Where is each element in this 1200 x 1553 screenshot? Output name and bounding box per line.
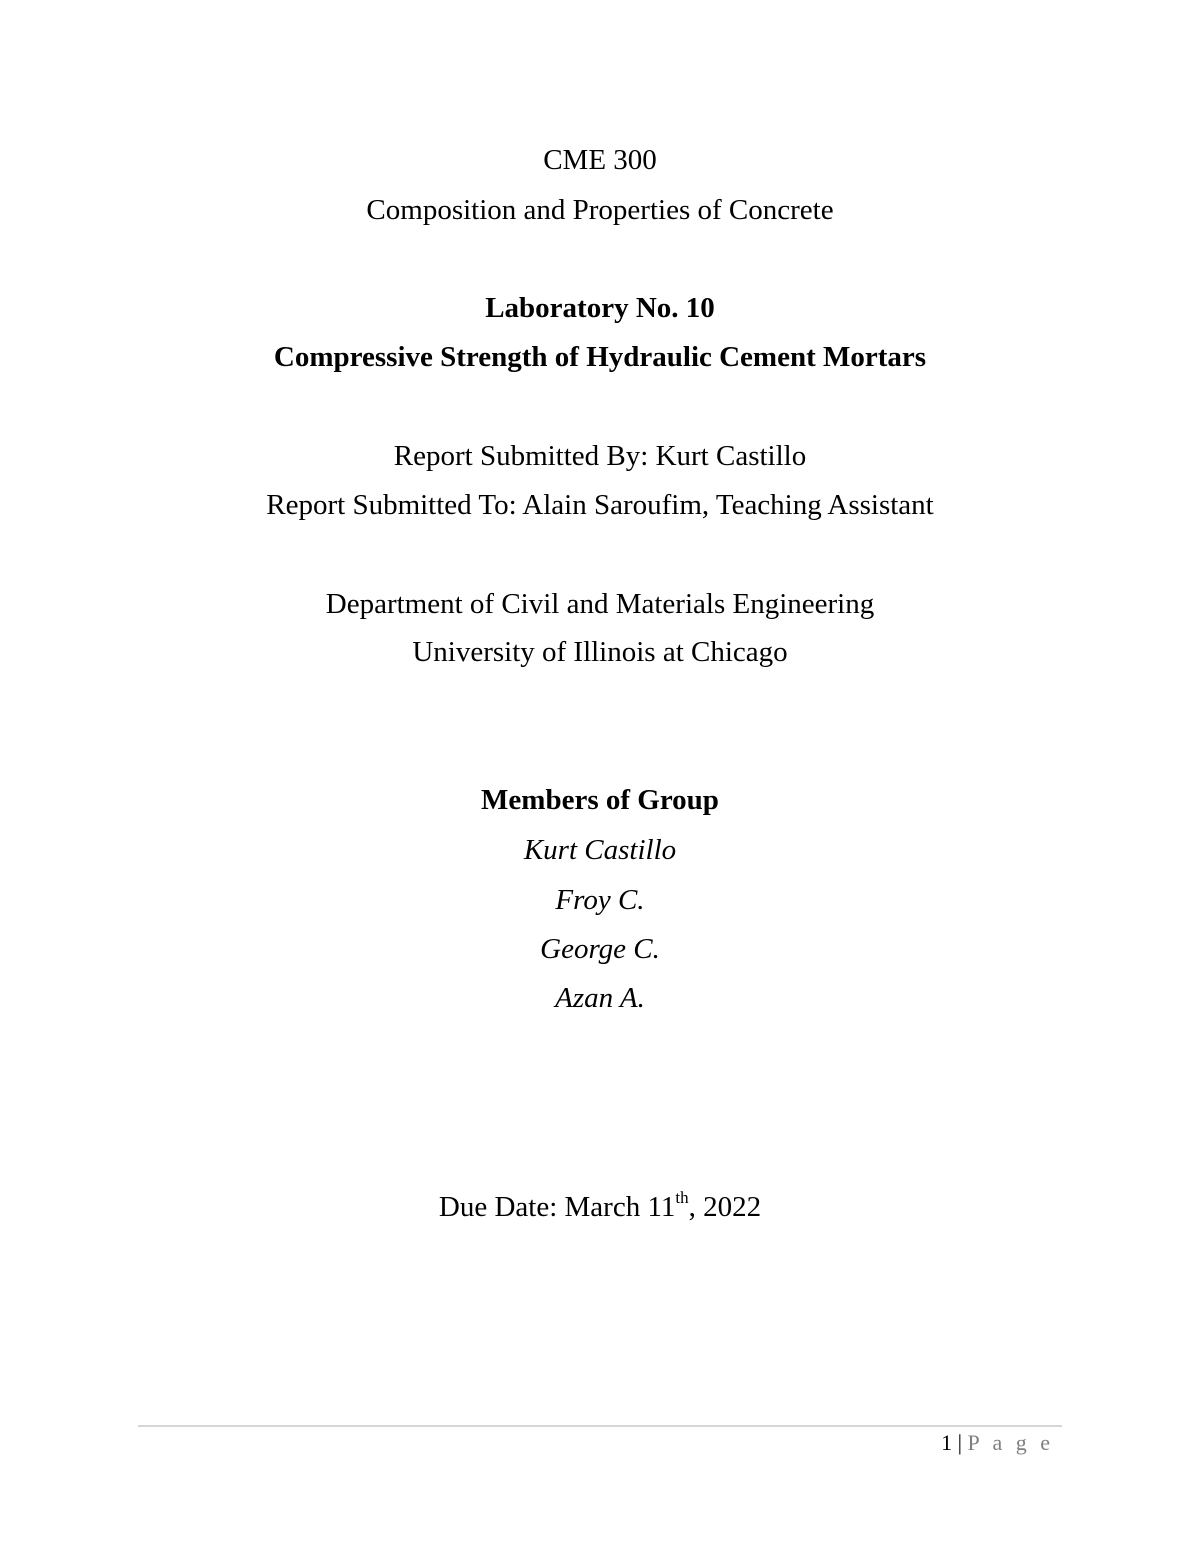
group-member: George C. <box>540 933 660 965</box>
university: University of Illinois at Chicago <box>412 636 788 668</box>
group-member: Kurt Castillo <box>523 834 677 866</box>
page-footer <box>941 1428 1054 1458</box>
submitted-to: Report Submitted To: Alain Saroufim, Teaching Assistant <box>266 489 934 521</box>
submitted-by: Report Submitted By: Kurt Castillo <box>393 440 807 472</box>
course-title: Composition and Properties of Concrete <box>366 194 834 226</box>
page-label: P a g e <box>967 1430 1054 1455</box>
department: Department of Civil and Materials Engineering <box>325 588 875 620</box>
course-code: CME 300 <box>543 144 657 176</box>
group-heading: Members of Group <box>481 784 719 816</box>
due-date-ordinal: th <box>675 1188 689 1208</box>
group-member: Froy C. <box>555 884 645 916</box>
group-member: Azan A. <box>555 982 645 1014</box>
lab-title: Compressive Strength of Hydraulic Cement Mortars <box>273 341 927 373</box>
footer-divider <box>138 1425 1062 1427</box>
lab-number: Laboratory No. 10 <box>485 292 715 324</box>
page-separator: | <box>957 1430 963 1455</box>
due-date-prefix: Due Date: March 11 <box>438 1191 676 1223</box>
page-number: 1 <box>941 1430 953 1455</box>
due-date-year: , 2022 <box>688 1191 762 1223</box>
due-date <box>0 1189 1200 1225</box>
